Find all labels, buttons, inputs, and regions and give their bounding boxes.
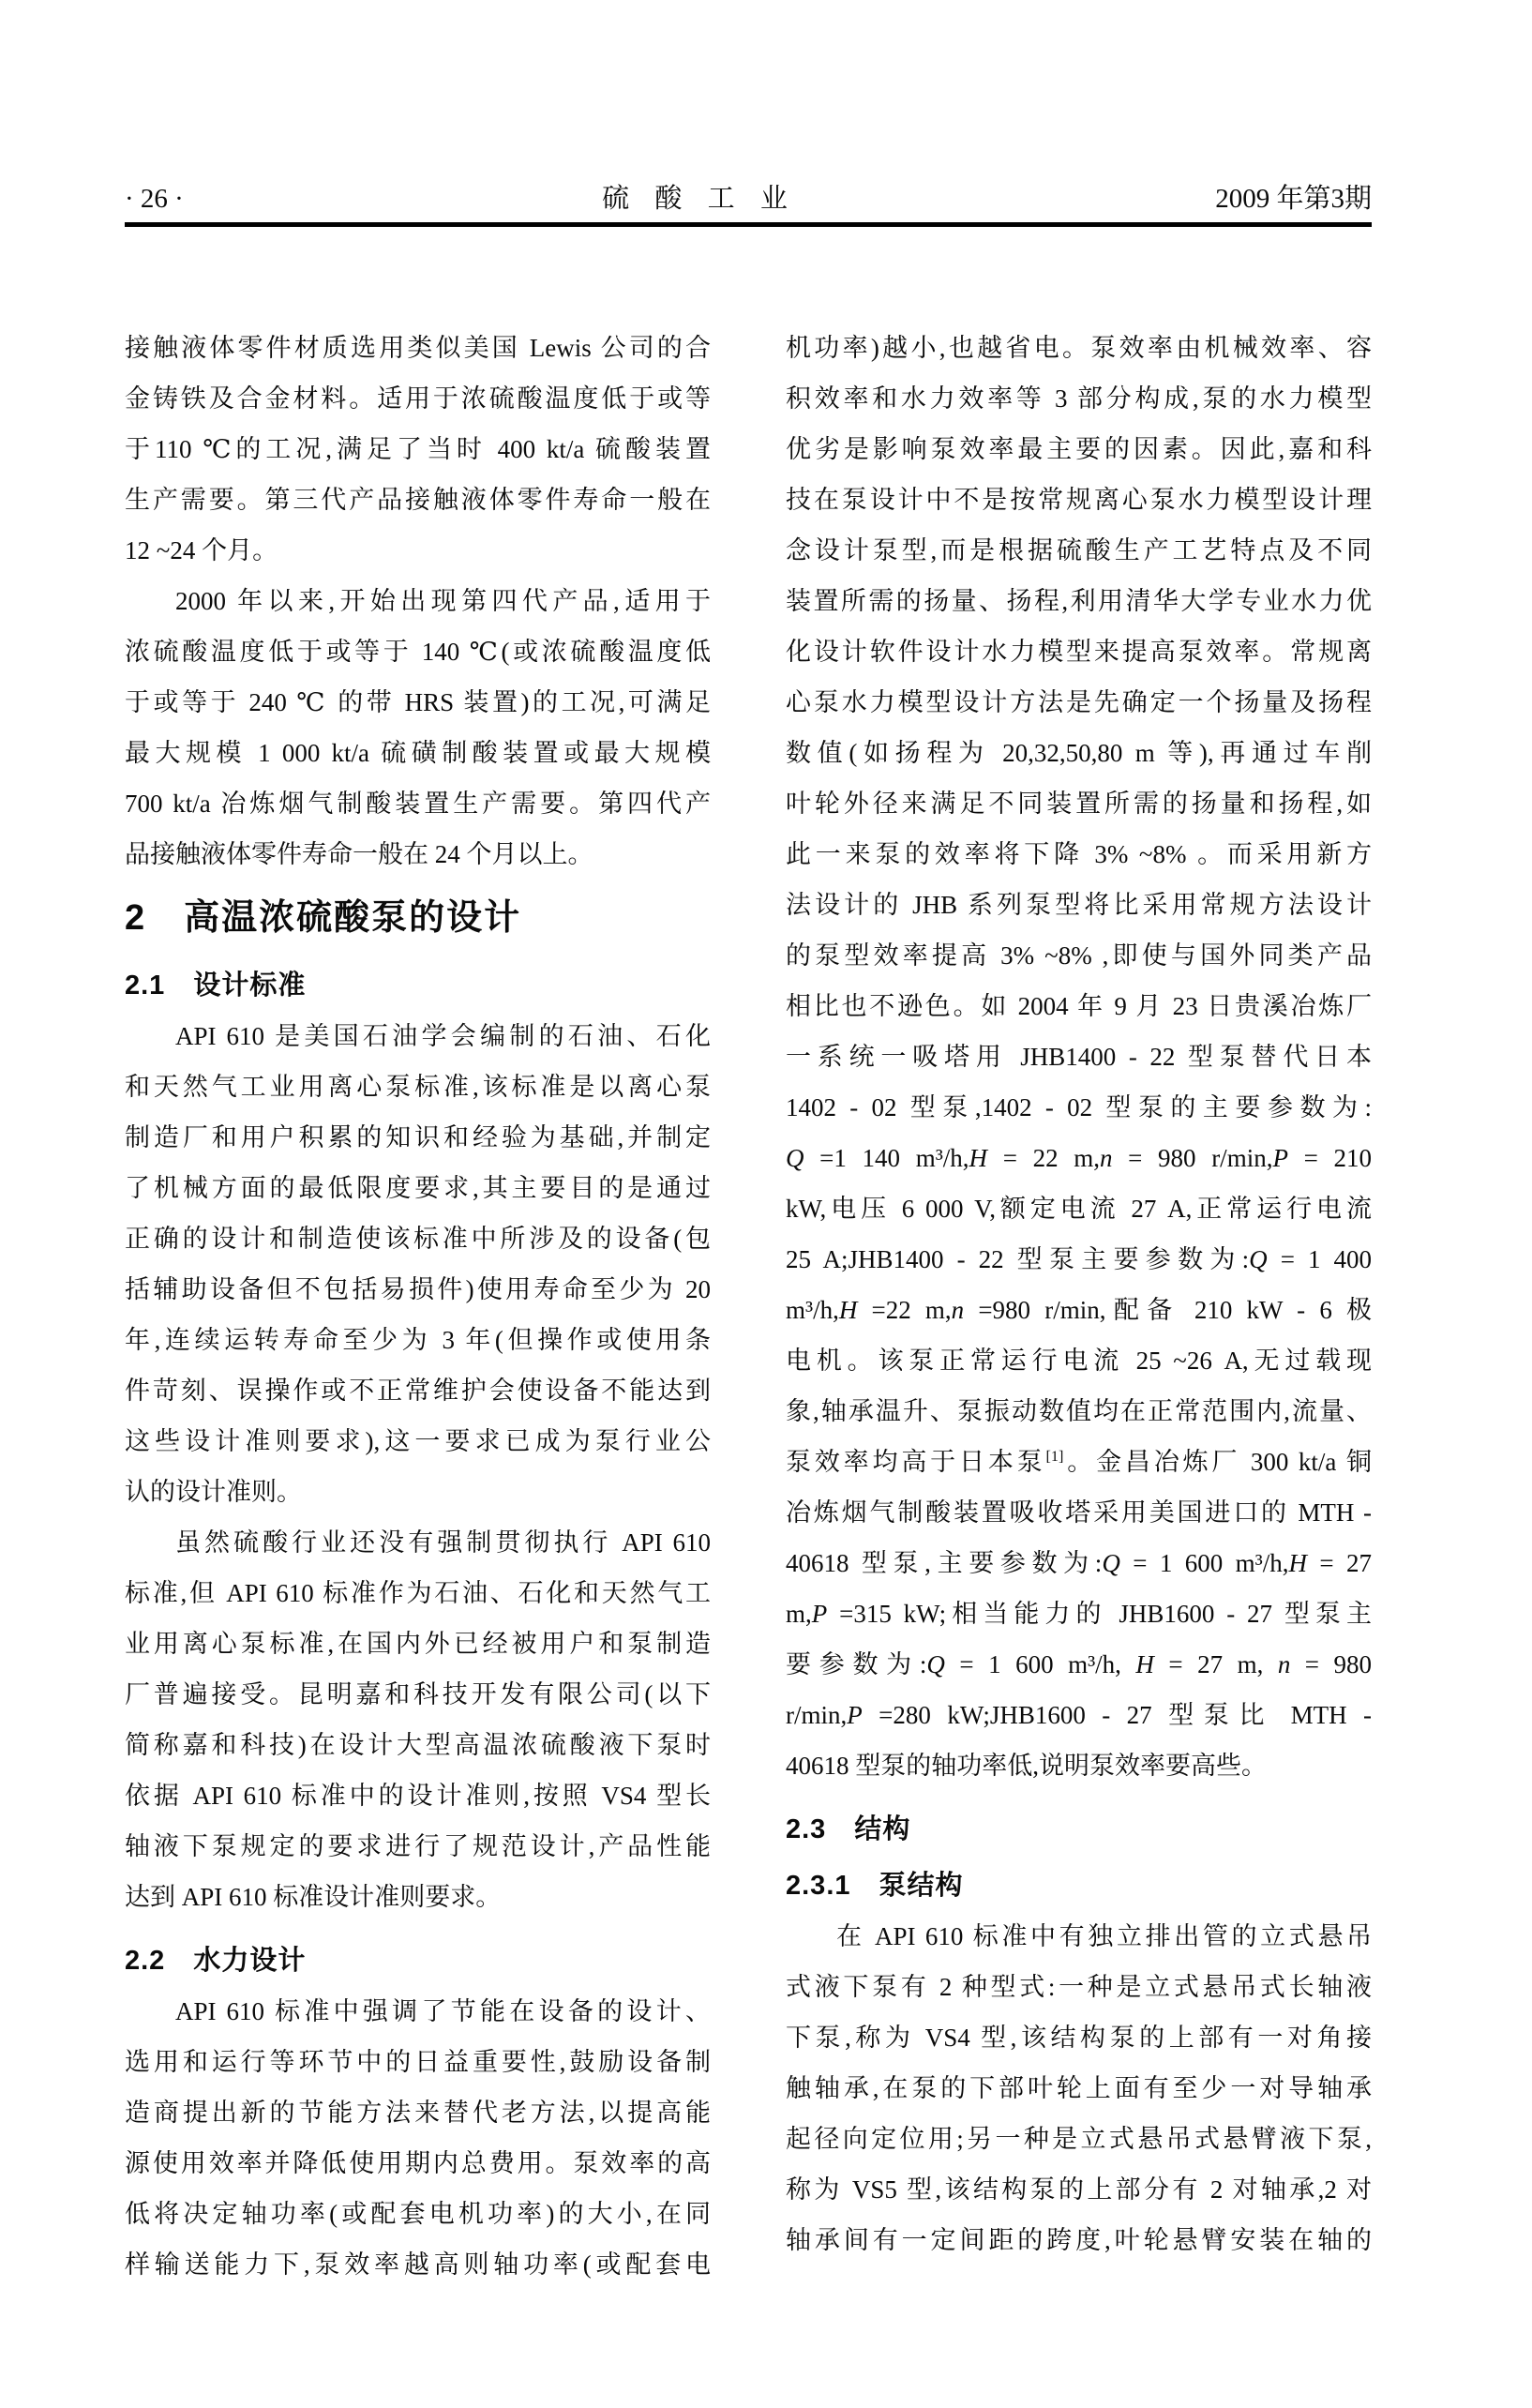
section-heading: 2 高温浓硫酸泵的设计 xyxy=(125,898,522,938)
text-line: 选用和运行等环节中的日益重要性,鼓励设备制 xyxy=(125,2048,711,2076)
text-line: 样输送能力下,泵效率越高则轴功率(或配套电 xyxy=(125,2250,711,2279)
section-heading: 2.1 设计标准 xyxy=(125,971,307,1001)
text-line: 金铸铁及合金材料。适用于浓硫酸温度低于或等 xyxy=(125,384,711,413)
text-line: 1402 - 02 型泵,1402 - 02 型泵的主要参数为: xyxy=(786,1093,1372,1121)
text-line: 念设计泵型,而是根据硫酸生产工艺特点及不同 xyxy=(786,536,1372,564)
text-line: 此一来泵的效率将下降 3% ~8% 。而采用新方 xyxy=(786,840,1372,868)
text-line: 于110 ℃的工况,满足了当时 400 kt/a 硫酸装置 xyxy=(125,435,711,463)
text-line: 的泵型效率提高 3% ~8% ,即使与国外同类产品 xyxy=(786,941,1372,970)
text-line: 浓硫酸温度低于或等于 140 ℃(或浓硫酸温度低 xyxy=(125,638,711,666)
text-line: 品接触液体零件寿命一般在 24 个月以上。 xyxy=(125,840,593,868)
text-line: 厂普遍接受。昆明嘉和科技开发有限公司(以下 xyxy=(125,1680,711,1708)
left-column xyxy=(125,323,711,2290)
text-line: 年,连续运转寿命至少为 3 年(但操作或使用条 xyxy=(125,1326,711,1354)
text-line: 最大规模 1 000 kt/a 硫磺制酸装置或最大规模 xyxy=(125,739,711,767)
text-line: 低将决定轴功率(或配套电机功率)的大小,在同 xyxy=(125,2200,711,2228)
text-line: 相比也不逊色。如 2004 年 9 月 23 日贵溪冶炼厂 xyxy=(786,992,1372,1020)
text-line: 业用离心泵标准,在国内外已经被用户和泵制造 xyxy=(125,1630,711,1658)
text-line: 技在泵设计中不是按常规离心泵水力模型设计理 xyxy=(786,486,1372,514)
text-line: 认的设计准则。 xyxy=(125,1478,302,1506)
section-heading: 2.2 水力设计 xyxy=(125,1946,307,1976)
text-line: 在 API 610 标准中有独立排出管的立式悬吊 xyxy=(836,1922,1372,1950)
text-line: 式液下泵有 2 种型式:一种是立式悬吊式长轴液 xyxy=(786,1973,1372,2001)
right-column xyxy=(786,323,1372,2265)
text-line: 积效率和水力效率等 3 部分构成,泵的水力模型 xyxy=(786,384,1372,413)
text-line: 轴承间有一定间距的跨度,叶轮悬臂安装在轴的 xyxy=(786,2226,1372,2254)
text-line: 40618 型泵,主要参数为:Q = 1 600 m³/h,H = 27 xyxy=(786,1549,1372,1577)
section-heading: 2.3 结构 xyxy=(786,1814,911,1844)
text-line: 起径向定位用;另一种是立式悬吊式悬臂液下泵, xyxy=(786,2125,1372,2153)
text-line: 标准,但 API 610 标准作为石油、石化和天然气工 xyxy=(125,1579,711,1607)
text-line: API 610 标准中强调了节能在设备的设计、 xyxy=(175,1997,711,2025)
text-line: 电机。该泵正常运行电流 25 ~26 A,无过载现 xyxy=(786,1347,1372,1375)
text-line: 和天然气工业用离心泵标准,该标准是以离心泵 xyxy=(125,1073,711,1101)
issue-label: 2009 年第3期 xyxy=(1215,184,1372,214)
text-line: 正确的设计和制造使该标准中所涉及的设备(包 xyxy=(125,1225,711,1253)
text-line: 叶轮外径来满足不同装置所需的扬量和扬程,如 xyxy=(786,790,1372,818)
text-line: 接触液体零件材质选用类似美国 Lewis 公司的合 xyxy=(125,334,711,362)
text-line: 依据 API 610 标准中的设计准则,按照 VS4 型长 xyxy=(125,1782,711,1810)
text-line: 2000 年以来,开始出现第四代产品,适用于 xyxy=(175,587,711,615)
text-line: 机功率)越小,也越省电。泵效率由机械效率、容 xyxy=(786,334,1372,362)
text-line: 化设计软件设计水力模型来提高泵效率。常规离 xyxy=(786,638,1372,666)
text-line: 12 ~24 个月。 xyxy=(125,536,278,564)
text-line: 于或等于 240 ℃ 的带 HRS 装置)的工况,可满足 xyxy=(125,688,711,716)
text-line: 优劣是影响泵效率最主要的因素。因此,嘉和科 xyxy=(786,435,1372,463)
text-line: 要参数为:Q = 1 600 m³/h, H = 27 m, n = 980 xyxy=(786,1650,1372,1678)
text-line: 触轴承,在泵的下部叶轮上面有至少一对导轴承 xyxy=(786,2074,1372,2102)
text-line: 达到 API 610 标准设计准则要求。 xyxy=(125,1883,502,1911)
text-line: kW,电压 6 000 V,额定电流 27 A,正常运行电流 xyxy=(786,1195,1372,1223)
text-line: m,P =315 kW;相当能力的 JHB1600 - 27 型泵主 xyxy=(786,1600,1372,1628)
text-line: 泵效率均高于日本泵[1]。金昌冶炼厂 300 kt/a 铜 xyxy=(786,1448,1372,1476)
text-line: 称为 VS5 型,该结构泵的上部分有 2 对轴承,2 对 xyxy=(786,2175,1372,2204)
reference-superscript: [1] xyxy=(1045,1448,1064,1465)
text-line: 简称嘉和科技)在设计大型高温浓硫酸液下泵时 xyxy=(125,1731,711,1759)
text-line: Q =1 140 m³/h,H = 22 m,n = 980 r/min,P = 210 xyxy=(786,1144,1372,1172)
text-line: 制造厂和用户积累的知识和经验为基础,并制定 xyxy=(125,1123,711,1151)
text-line: 象,轴承温升、泵振动数值均在正常范围内,流量、 xyxy=(786,1397,1372,1425)
text-line: 法设计的 JHB 系列泵型将比采用常规方法设计 xyxy=(786,891,1372,919)
text-line: 件苛刻、误操作或不正常维护会使设备不能达到 xyxy=(125,1377,711,1405)
text-line: 了机械方面的最低限度要求,其主要目的是通过 xyxy=(125,1174,711,1202)
text-line: 轴液下泵规定的要求进行了规范设计,产品性能 xyxy=(125,1832,711,1860)
text-line: 括辅助设备但不包括易损件)使用寿命至少为 20 xyxy=(125,1275,711,1303)
text-line: 冶炼烟气制酸装置吸收塔采用美国进口的 MTH - xyxy=(786,1498,1372,1527)
text-line: 虽然硫酸行业还没有强制贯彻执行 API 610 xyxy=(175,1528,711,1557)
text-line: 源使用效率并降低使用期内总费用。泵效率的高 xyxy=(125,2149,711,2177)
text-line: 这些设计准则要求),这一要求已成为泵行业公 xyxy=(125,1427,711,1455)
text-line: 造商提出新的节能方法来替代老方法,以提高能 xyxy=(125,2099,711,2127)
text-line: 25 A;JHB1400 - 22 型泵主要参数为:Q = 1 400 xyxy=(786,1245,1372,1273)
text-line: 一系统一吸塔用 JHB1400 - 22 型泵替代日本 xyxy=(786,1043,1372,1071)
running-head xyxy=(125,180,1372,218)
text-line: 心泵水力模型设计方法是先确定一个扬量及扬程 xyxy=(786,688,1372,716)
header-rule xyxy=(125,222,1372,227)
text-line: r/min,P =280 kW;JHB1600 - 27 型泵比 MTH - xyxy=(786,1701,1372,1729)
text-line: m³/h,H =22 m,n =980 r/min,配备 210 kW - 6 极 xyxy=(786,1296,1372,1324)
text-line: 下泵,称为 VS4 型,该结构泵的上部有一对角接 xyxy=(786,2024,1372,2052)
text-line: 700 kt/a 冶炼烟气制酸装置生产需要。第四代产 xyxy=(125,790,711,818)
text-line: API 610 是美国石油学会编制的石油、石化 xyxy=(175,1022,711,1050)
page-number: · 26 · xyxy=(125,184,184,214)
text-line: 数值(如扬程为 20,32,50,80 m 等),再通过车削 xyxy=(786,739,1372,767)
journal-title: 硫 酸 工 业 xyxy=(602,184,797,214)
text-line: 生产需要。第三代产品接触液体零件寿命一般在 xyxy=(125,486,711,514)
text-line: 装置所需的扬量、扬程,利用清华大学专业水力优 xyxy=(786,587,1372,615)
text-line: 40618 型泵的轴功率低,说明泵效率要高些。 xyxy=(786,1752,1267,1780)
section-heading: 2.3.1 泵结构 xyxy=(786,1871,964,1901)
